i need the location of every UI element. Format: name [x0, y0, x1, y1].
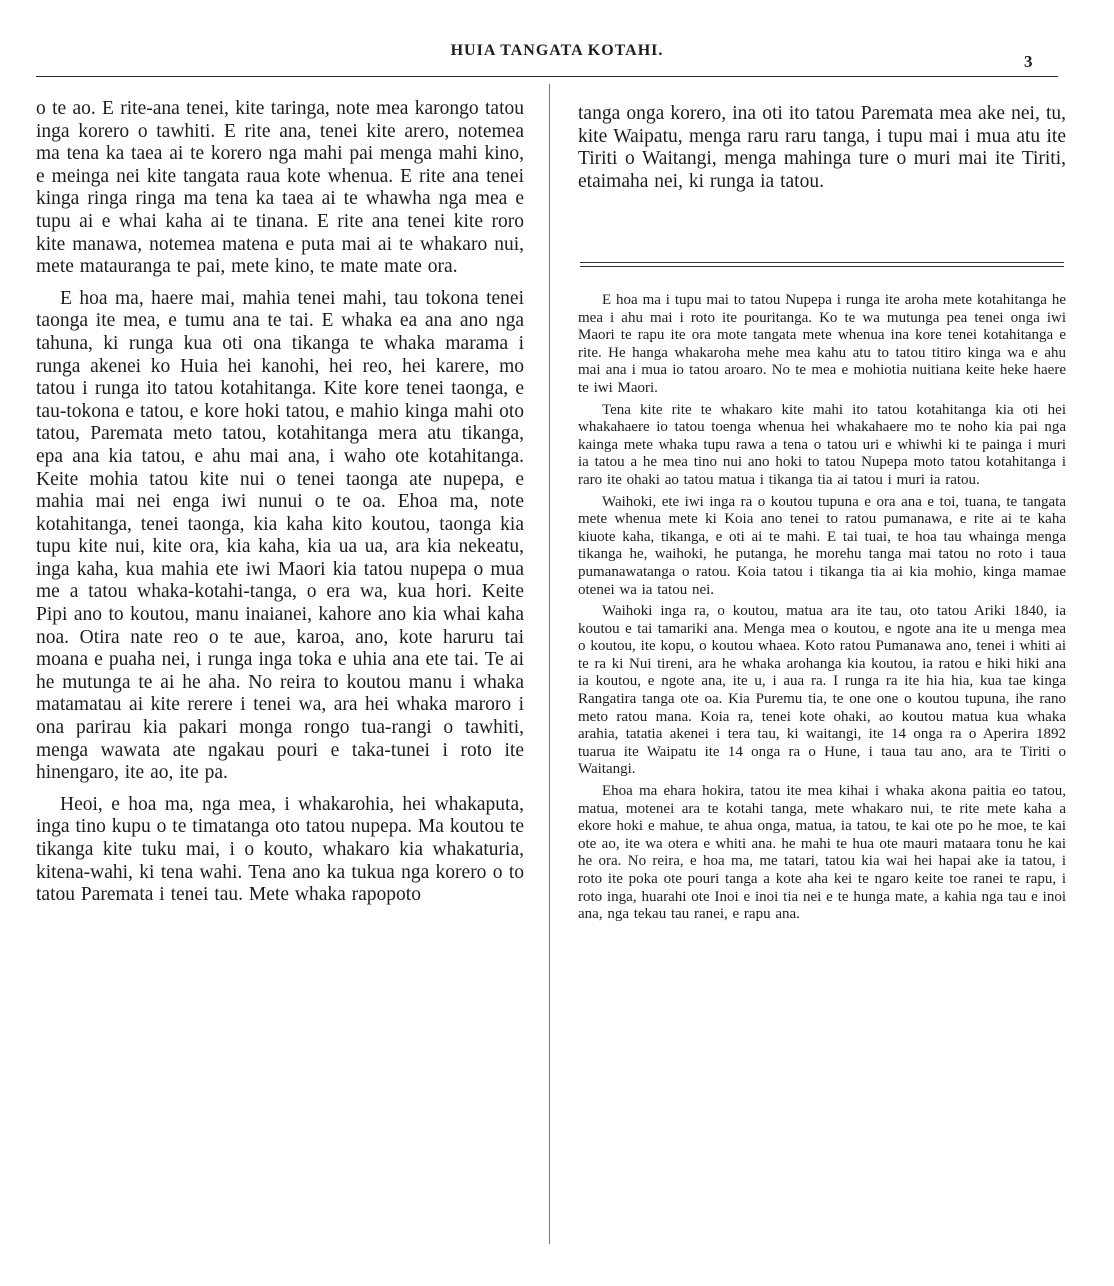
column-divider [549, 84, 550, 1244]
article-paragraph: Ehoa ma ehara hokira, tatou ite mea kihai i whaka akona paitia eo tatou, matua, motenei ara te kotahi tanga, mete whakaro nui, te rite mete kaha a ekore hoki e mahue, te ahua onga, matua, ia tatou, te kai ote po he moe, te kai ote ao, ite wa otera e whiti ana. he mahi te hua ote mauri mataara tonu he kai he ora. No reira, e hoa ma, me tatari, tatou kia wai hei hapai ake ia tatou, i roto ite poka ote pouri tanga a kote aha kei te ngaro keite toe ranei te rapu, i roto inga, huarahi ote Inoi e inoi tia nei e te hunga mate, a kahia nga tau e inoi ana, nga tekau tau ranei, e rapu ana. [578, 783, 1066, 923]
article-paragraph: Tena kite rite te whakaro kite mahi ito tatou kotahitanga kia oti hei whakahaere io tatou toenga whenua hei whakahaere mo te noho kia pai nga kainga mete whaka tupu rawa a tena o tatou uri e whiwhi ki te painga i muri ia tatou a he mea tino nui ano hoki to tatou Nupepa moto tatou kotahitanga i raro ite ohaki ao tatou matua i tikanga tia ai tatou i muri ia ratou. [578, 401, 1066, 488]
left-column [36, 98, 524, 907]
page-number: 3 [1024, 52, 1033, 71]
running-header-title: HUIA TANGATA KOTAHI. [450, 42, 664, 59]
body-paragraph: tanga onga korero, ina oti ito tatou Paremata mea ake nei, tu, kite Waipatu, menga raru raru tanga, i tupu mai i mua atu ite Tiriti o Waitangi, menga mahinga ture o muri mai ite Tiriti, etaimaha nei, ki runga ia tatou. [578, 103, 1066, 192]
header-rule [36, 76, 1058, 77]
body-paragraph: o te ao. E rite-ana tenei, kite taringa, note mea karongo tatou inga korero o tawhiti. E rite ana, tenei kite arero, notemea ma tena ka taea ai te korero nga mahi pai menga mahi kino, e meinga nei kite tangata raua kote whenua. E rite ana tenei kinga ringa ringa ma tena ka taea ai te whawha nga mea e tupu ai e whai kaha ai te tinana. E rite ana tenei kite roro kite manawa, notemea matena e puta mai ai te whakaro nui, mete matauranga te pai, mete kino, te mate mate ora. [36, 98, 524, 278]
article-paragraph: E hoa ma i tupu mai to tatou Nupepa i runga ite aroha mete kotahitanga he mea i ahu mai i roto ite pouritanga. Ko te wa mutunga pea tenei onga iwi Maori te rapu ite ora mote tangata mete whenua ina kore tenei kotahitanga e rite. He hanga whakaroha mehe mea kahu atu to tatou titiro kinga wa e ahu mai ana i mua io tatou aroaro. No te mea e mohiotia nuitiana keite heke haere te iwi Maori. [578, 292, 1066, 396]
right-column-top [578, 103, 1066, 193]
article-paragraph: Waihoki inga ra, o koutou, matua ara ite tau, oto tatou Ariki 1840, ia koutou e tai tamariki ana. Menga mea o koutou, e ngote ana ite u menga mea o koutou, ite kopu, o koutou whaea. Koto ratou Pumanawa ano, tenei i whiti ai te ra ki Nui tireni, ara he whaka arohanga kia koutou, ia ratou e hiki hiki ana ia koutou, e ngote ana, ite u, i aua ra. I runga ra ite hia hia, kua tae kinga Rangatira tanga ote oa. Kia Puremu tia, te one one o koutou tupuna, ihe rano meto ratou mana. Koia ra, tenei kote ohaki, ao koutou matua kua whaka arahia, tatatia akenei i tera tau, ki waitangi, ite 14 onga ra o Aperira 1892 tuarua ite Waipatu ite 14 onga ra o Hune, i taua tau ano, ara te Tiriti o Waitangi. [578, 603, 1066, 778]
article-paragraph: Waihoki, ete iwi inga ra o koutou tupuna e ora ana e toi, tuana, te tangata mete whenua mete ki Koia ano tenei to ratou pumanawa, e rite ai te kaha kiuote kaha, tikanga, e oti ai te mahi. E tai tuai, te hoa tau whainga menga tikanga he, waihoki, he putanga, he morehu tanga mai tatou no roto i taua pumanawatanga o ratou. Koia tatou i tikanga tia ai kia mohio, kinga mamae otenei wa ia tatou nei. [578, 493, 1066, 598]
section-double-rule [580, 262, 1064, 267]
body-paragraph: E hoa ma, haere mai, mahia tenei mahi, tau tokona tenei taonga ite mea, e tumu ana te tai. E whaka ea ana ano nga tahuna, ki runga kua oti ona tikanga te whaka marama i runga akenei ko Huia hei kanohi, hei reo, hei karere, mo tatou i runga ito tatou kotahitanga. Kite kore tenei taonga, e tau-tokona e tatou, e kore hoki tatou, e mahio kinga mahi oto tatou, Parematа meto tatou, kotahitanga mera atu tikanga, epa ana kia tatou, e ahu mai ana, i waho ote kotahitanga. Keite mohia tatou kite nui o tenei taonga ate nupepa, e mahia mai nei enga iwi nunui o te oa. Ehoa ma, note kotahitanga, tenei taonga, kia kaha kito koutou, taonga kia tupu kite nui, kite ora, kia kaha, kia ua ua, ara kia nekeatu, inga kaha, kua mahia ete iwi Maori kia tatou nupepa o mua me a tatou whaka-kotahi-tanga, o era wa, kua hori. Keite Pipi ano to koutou, manu inaianei, kahore ano kia whai kaha noa. Otira nate reo o te aue, karoa, ano, kote haruru tai moana e puaha nei, i runga inga toka e uhia ana ete tai. Te ai he mutunga te ai he aha. No reira to koutou manu i whaka matamatau ai kite rerere i tenei wa, ara hei whaka maroro i ona parirau kia pakari monga rongo tua-rangi o tawhiti, menga wawata ate ngakau pouri e taka-tunei i roto ite hinengaro, ite ao, ite pa. [36, 287, 524, 784]
right-column-article [578, 292, 1066, 924]
body-paragraph: Heoi, e hoa ma, nga mea, i whakarohia, hei whakaputa, inga tino kupu o te timatanga oto tatou nupepa. Ma koutou te tikanga kite tuku mai, i o kouto, whakaro kia whakaturia, kitena-wahi, ki tena wahi. Tena ano ka tukua nga korero o to tatou Paremata i tenei tau. Mete whaka rapopoto [36, 793, 524, 906]
